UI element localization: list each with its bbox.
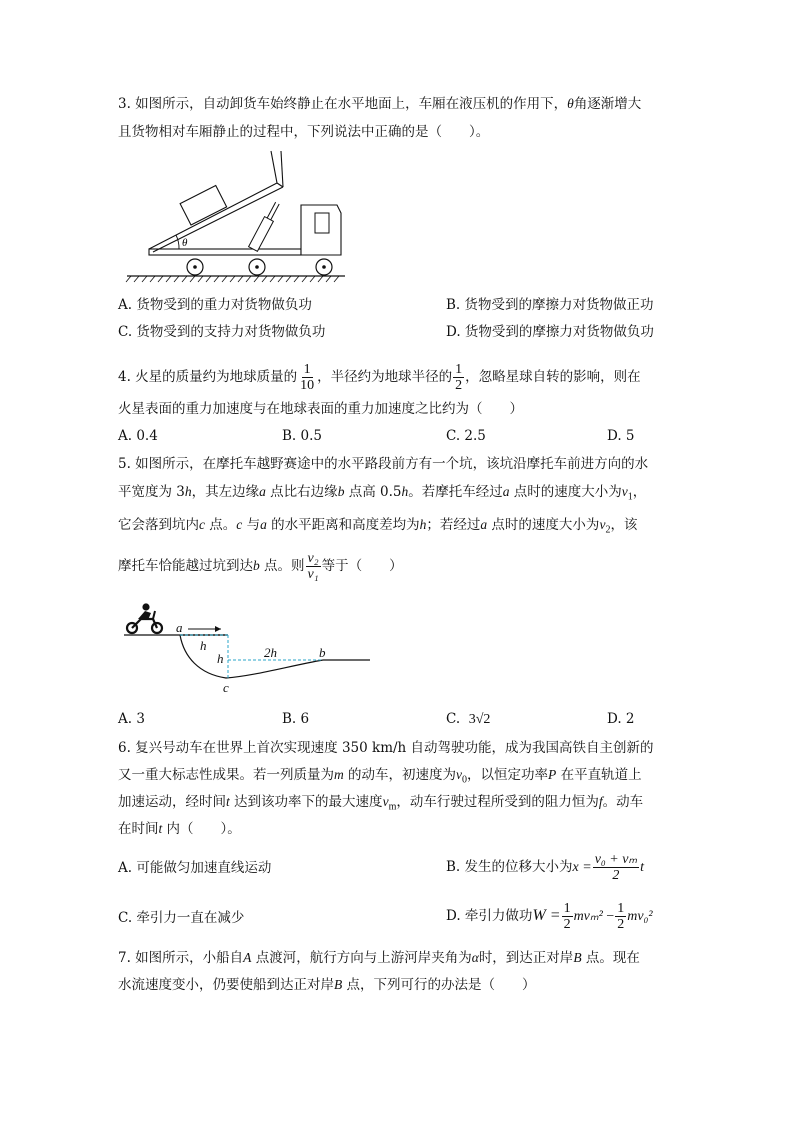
q5-option-b[interactable]: B. 6 (282, 711, 310, 727)
q4-option-d[interactable]: D. 5 (607, 428, 635, 444)
q3-option-c[interactable]: C. 货物受到的支持力对货物做负功 (118, 324, 326, 340)
q6-option-d[interactable]: D. 牵引力做功W = $\frac{1}{2}$ mvₘ² − $\frac{1}{2}$ mv₀² (446, 901, 653, 932)
q5-stem-line1: 5. 如图所示，在摩托车越野赛途中的水平路段前方有一个坑，该坑沿摩托车前进方向的水 (118, 456, 649, 472)
q4-stem-line1: 4. 火星的质量约为地球质量的 $\frac{1}{10}$ ，半径约为地球半径的 $\frac{1}{2}$ ，忽略星球自转的影响，则在 (118, 362, 641, 393)
point-a-label: a (176, 620, 183, 635)
q3-option-a[interactable]: A. 货物受到的重力对货物做负功 (118, 297, 312, 313)
q6-stem-line4: 在时间t 内（ ）。 (118, 821, 241, 837)
point-c-label: c (223, 680, 229, 695)
dump-truck-figure (125, 165, 355, 285)
q3-option-d[interactable]: D. 货物受到的摩擦力对货物做负功 (446, 324, 654, 340)
q3-option-b[interactable]: B. 货物受到的摩擦力对货物做正功 (446, 297, 654, 313)
q5-stem-line2: 平宽度为 3h，其左边缘a 点比右边缘b 点高 0.5h。若摩托车经过a 点时的速度大小为$v_1$， (118, 484, 647, 503)
q6-stem-line1: 6. 复兴号动车在世界上首次实现速度 350 km/h 自动驾驶功能，成为我国高铁自主创新的 (118, 740, 654, 756)
motorcycle-pit-figure (124, 602, 374, 697)
q3-stem-line1: 3. 如图所示，自动卸货车始终静止在水平地面上，车厢在液压机的作用下，θ角逐渐增大 (118, 96, 642, 112)
q7-stem-line2: 水流速度变小，仍要使船到达正对岸B 点，下列可行的办法是（ ） (118, 977, 536, 993)
q5-option-a[interactable]: A. 3 (118, 711, 145, 727)
height-h2-label: h (217, 651, 224, 666)
motorcycle-icon (127, 603, 162, 633)
q5-stem-line4: 摩托车恰能越过坑到达b 点。则 $\frac{\text{v₂}}{\text{v₁}}$ 等于（ ） (118, 551, 403, 582)
q6-stem-line3: 加速运动，经时间t 达到该功率下的最大速度$v_m$，动车行驶过程所受到的阻力恒为f。动车 (118, 794, 644, 813)
q6-option-c[interactable]: C. 牵引力一直在减少 (118, 910, 245, 926)
q5-option-d[interactable]: D. 2 (607, 711, 635, 727)
q5-option-c[interactable]: C. 3√2 (446, 711, 491, 727)
q4-stem-line2: 火星表面的重力加速度与在地球表面的重力加速度之比约为（ ） (118, 401, 523, 417)
q4-option-b[interactable]: B. 0.5 (282, 428, 322, 444)
q5-option-c-value: 3√2 (468, 712, 491, 727)
width-2h-label: 2h (264, 645, 277, 660)
q6-stem-line2: 又一重大标志性成果。若一列质量为m 的动车，初速度为$v_0$，以恒定功率P 在平直轨道上 (118, 767, 642, 786)
q5-stem-line3: 它会落到坑内c 点。c 与a 的水平距离和高度差均为h；若经过a 点时的速度大小为$v_2$，该 (118, 517, 638, 536)
q4-option-a[interactable]: A. 0.4 (118, 428, 158, 444)
angle-theta-label: θ (182, 237, 188, 249)
point-b-label: b (319, 645, 326, 660)
q4-option-c[interactable]: C. 2.5 (446, 428, 486, 444)
q7-stem-line1: 7. 如图所示，小船自A 点渡河，航行方向与上游河岸夹角为α时，到达正对岸B 点。现在 (118, 950, 640, 966)
height-h1-label: h (200, 638, 207, 653)
q6-option-a[interactable]: A. 可能做匀加速直线运动 (118, 860, 272, 876)
q6-option-b[interactable]: B. 发生的位移大小为x = $\frac{\text{v₀ + vₘ}}{2}$ t (446, 852, 645, 883)
q3-stem-line2: 且货物相对车厢静止的过程中，下列说法中正确的是（ ）。 (118, 124, 490, 140)
